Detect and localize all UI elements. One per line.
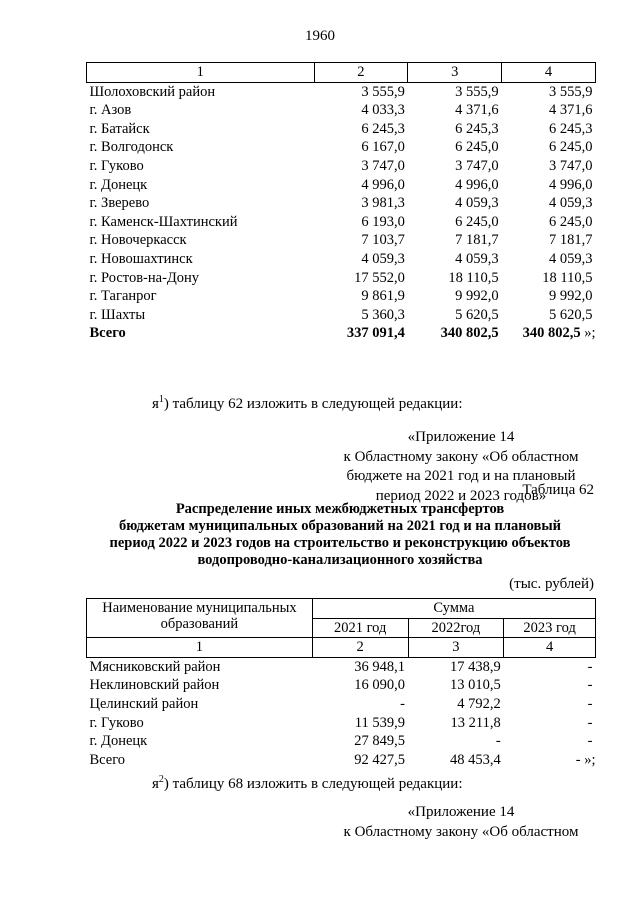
- table-row: [87, 120, 596, 139]
- row-name: г. Ростов-на-Дону: [89, 269, 200, 286]
- appendix-line: к Областному закону «Об областном: [343, 823, 579, 840]
- paragraph-ya1: [152, 396, 463, 413]
- table-row: [87, 269, 596, 288]
- row-value-2: 16 090,0: [354, 677, 406, 694]
- units-label: (тыс. рублей): [509, 576, 594, 592]
- row-value-4: -: [587, 733, 593, 750]
- row-value-2: 4 996,0: [361, 176, 405, 193]
- row-value-4: 4 059,3: [549, 195, 593, 212]
- row-value-3: 18 110,5: [448, 269, 499, 286]
- number-cell: 2: [312, 638, 408, 658]
- row-name: г. Таганрог: [89, 288, 157, 305]
- row-value-4: -: [587, 677, 593, 694]
- row-name: Неклиновский район: [89, 677, 220, 694]
- appendix-heading-2: [330, 803, 592, 842]
- row-value-3: 4 792,2: [457, 695, 501, 712]
- title-line: период 2022 и 2023 годов на строительство и реконструкцию объектов: [109, 535, 571, 551]
- table-row: [87, 138, 596, 157]
- row-name: г. Каменск-Шахтинский: [89, 213, 238, 230]
- row-value-2: 3 555,9: [361, 83, 405, 100]
- header-line: образований: [160, 616, 239, 632]
- row-value-4: 5 620,5: [549, 306, 593, 323]
- row-value-3: 4 371,6: [455, 102, 499, 119]
- number-cell: 3: [408, 638, 504, 658]
- total-value-cell: [502, 324, 596, 343]
- table-label: Таблица 62: [522, 482, 594, 498]
- row-value-2: 4 059,3: [361, 250, 405, 267]
- row-value-4: 9 992,0: [549, 288, 593, 305]
- total-label: Всего: [89, 751, 126, 768]
- table-row: [87, 695, 596, 714]
- row-value-2: 17 552,0: [354, 269, 405, 286]
- paragraph-ya2: [152, 776, 463, 793]
- row-value-3: 6 245,3: [455, 120, 499, 137]
- total-value: 337 091,4: [346, 325, 405, 342]
- table-row: [87, 676, 596, 695]
- row-value-4: -: [587, 714, 593, 731]
- table-row: [87, 213, 596, 232]
- row-value-3: 17 438,9: [449, 658, 501, 675]
- row-name: Целинский район: [89, 695, 199, 712]
- row-name: г. Шахты: [89, 306, 146, 323]
- table-row: [87, 101, 596, 120]
- table-row: [87, 176, 596, 195]
- row-value-4: 6 245,3: [549, 120, 593, 137]
- table-header-row: [87, 599, 596, 619]
- row-value-4: 18 110,5: [542, 269, 593, 286]
- row-name: г. Гуково: [89, 157, 144, 174]
- table-row: [87, 732, 596, 751]
- row-name: г. Донецк: [89, 176, 148, 193]
- row-value-2: 6 167,0: [361, 139, 405, 156]
- row-value-4: 4 371,6: [549, 102, 593, 119]
- table-row: [87, 657, 596, 676]
- row-name: Мясниковский район: [89, 658, 221, 675]
- row-value-3: 6 245,0: [455, 139, 499, 156]
- table-row: [87, 157, 596, 176]
- row-name: г. Азов: [89, 102, 132, 119]
- appendix-line: «Приложение 14: [407, 429, 515, 445]
- row-value-2: 6 245,3: [361, 120, 405, 137]
- table-title: [80, 501, 600, 569]
- header-cell: 4: [502, 63, 596, 83]
- row-name: г. Волгодонск: [89, 139, 174, 156]
- row-name: г. Гуково: [89, 714, 144, 731]
- total-suffix: »;: [580, 325, 596, 342]
- row-value-3: 7 181,7: [455, 232, 499, 249]
- table-row: [87, 306, 596, 325]
- row-value-3: 6 245,0: [455, 213, 499, 230]
- title-line: Распределение иных межбюджетных трансфертов: [175, 501, 505, 517]
- row-value-2: 6 193,0: [361, 213, 405, 230]
- number-cell: 1: [87, 638, 313, 658]
- title-line: водопроводно-канализационного хозяйства: [197, 552, 483, 568]
- row-value-4: 4 059,3: [549, 250, 593, 267]
- row-value-4: -: [587, 695, 593, 712]
- row-value-3: 9 992,0: [455, 288, 499, 305]
- row-name: г. Зверево: [89, 195, 150, 212]
- row-value-4: 4 996,0: [549, 176, 593, 193]
- row-value-3: -: [495, 733, 501, 750]
- table-number-row: [87, 638, 596, 658]
- total-value: 340 802,5: [522, 325, 581, 342]
- item-superscript: 1: [158, 394, 164, 405]
- table-row: [87, 250, 596, 269]
- item-letter: я: [152, 396, 159, 412]
- year-header: 2022год: [408, 618, 504, 638]
- row-value-4: 7 181,7: [549, 232, 593, 249]
- paragraph-text: ) таблицу 68 изложить в следующей редакции:: [163, 776, 463, 792]
- table-total-row: [87, 751, 596, 770]
- row-value-3: 4 059,3: [455, 250, 499, 267]
- year-header: 2021 год: [312, 618, 408, 638]
- item-letter: я: [152, 776, 159, 792]
- row-value-3: 3 555,9: [455, 83, 499, 100]
- appendix-line: период 2022 и 2023 годов»: [375, 487, 547, 504]
- row-value-2: 27 849,5: [354, 733, 406, 750]
- row-value-4: 3 747,0: [549, 157, 593, 174]
- table-row: [87, 194, 596, 213]
- row-value-3: 13 010,5: [449, 677, 501, 694]
- row-value-2: 9 861,9: [361, 288, 405, 305]
- paragraph-text: ) таблицу 62 изложить в следующей редакции:: [163, 396, 463, 412]
- row-value-4: 3 555,9: [549, 83, 593, 100]
- total-label: Всего: [89, 325, 126, 342]
- appendix-line: бюджете на 2021 год и на плановый: [346, 468, 576, 484]
- row-value-2: 3 981,3: [361, 195, 405, 212]
- row-name: г. Новочеркасск: [89, 232, 187, 249]
- header-cell: 2: [314, 63, 408, 83]
- total-value: 92 427,5: [354, 751, 406, 768]
- header-cell: 3: [408, 63, 502, 83]
- sum-header: Сумма: [312, 599, 595, 619]
- row-name: г. Донецк: [89, 733, 148, 750]
- row-value-3: 4 996,0: [455, 176, 499, 193]
- table-header-row: [87, 63, 596, 83]
- table-row: [87, 82, 596, 101]
- table-row: [87, 714, 596, 733]
- row-value-4: 6 245,0: [549, 213, 593, 230]
- row-value-2: 7 103,7: [361, 232, 405, 249]
- table-total-row: [87, 324, 596, 343]
- row-name: Шолоховский район: [89, 83, 216, 100]
- title-line: бюджетам муниципальных образований на 2021 год и на плановый: [118, 518, 562, 534]
- year-header: 2023 год: [504, 618, 596, 638]
- row-name: г. Новошахтинск: [89, 250, 193, 267]
- table-61-continuation: [86, 62, 596, 343]
- row-name: г. Батайск: [89, 120, 150, 137]
- row-value-4: 6 245,0: [549, 139, 593, 156]
- row-value-3: 5 620,5: [455, 306, 499, 323]
- number-cell: 4: [504, 638, 596, 658]
- row-value-3: 13 211,8: [450, 714, 501, 731]
- col-name-header: [87, 599, 313, 638]
- row-value-2: 36 948,1: [354, 658, 406, 675]
- header-cell: 1: [87, 63, 315, 83]
- header-line: Наименование муниципальных: [102, 600, 297, 616]
- item-superscript: 2: [158, 774, 164, 785]
- total-value: - »;: [575, 751, 596, 768]
- table-row: [87, 287, 596, 306]
- table-62: [86, 598, 596, 769]
- row-value-3: 3 747,0: [455, 157, 499, 174]
- row-value-3: 4 059,3: [455, 195, 499, 212]
- appendix-line: «Приложение 14: [407, 804, 515, 820]
- appendix-line: к Областному закону «Об областном: [343, 448, 579, 465]
- total-value: 340 802,5: [440, 325, 499, 342]
- row-value-2: 11 539,9: [354, 714, 406, 731]
- page-number: 1960: [305, 28, 335, 44]
- row-value-4: -: [587, 658, 593, 675]
- row-value-2: 4 033,3: [361, 102, 405, 119]
- table-row: [87, 231, 596, 250]
- row-value-2: 5 360,3: [361, 306, 405, 323]
- total-value: 48 453,4: [449, 751, 501, 768]
- row-value-2: -: [400, 695, 406, 712]
- row-value-2: 3 747,0: [361, 157, 405, 174]
